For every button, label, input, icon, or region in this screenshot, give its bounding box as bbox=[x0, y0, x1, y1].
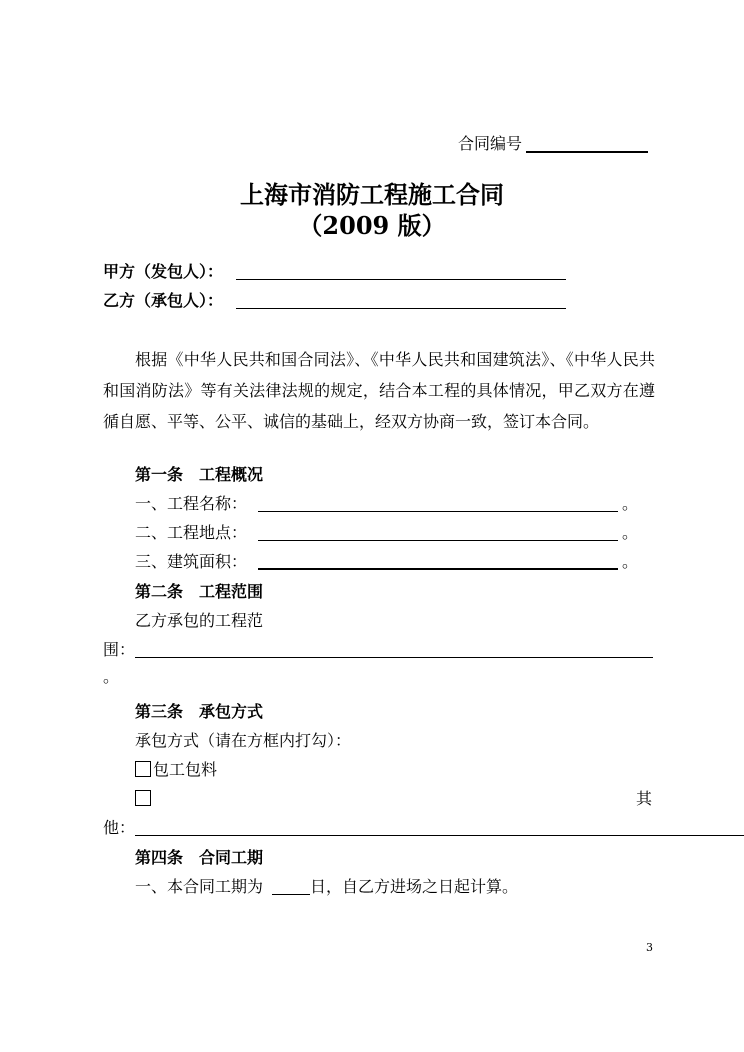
party-b-field[interactable] bbox=[236, 308, 566, 309]
contract-number-label: 合同编号 bbox=[458, 134, 523, 153]
option-labor-materials[interactable] bbox=[135, 760, 217, 780]
building-area-field[interactable] bbox=[258, 568, 618, 570]
article2-heading: 第二条 工程范围 bbox=[135, 582, 264, 601]
building-area-end-mark: 。 bbox=[622, 552, 639, 571]
party-a-label: 甲方（发包人）： bbox=[103, 262, 224, 281]
scope-end-mark: 。 bbox=[103, 667, 120, 686]
option-labor-materials-label: 包工包料 bbox=[153, 760, 218, 779]
project-location-end-mark: 。 bbox=[622, 523, 639, 542]
option-other[interactable] bbox=[135, 789, 153, 809]
building-area-label: 三、建筑面积： bbox=[135, 552, 248, 571]
project-location-label: 二、工程地点： bbox=[135, 523, 248, 542]
scope-field[interactable] bbox=[135, 657, 653, 658]
scope-line1: 乙方承包的工程范 bbox=[135, 611, 264, 630]
contract-method-instruction: 承包方式（请在方框内打勾）： bbox=[135, 731, 352, 750]
option-other-field[interactable] bbox=[135, 835, 744, 836]
duration-days-field[interactable] bbox=[272, 894, 310, 895]
option-other-label-part2: 他： bbox=[103, 818, 136, 837]
option-labor-materials-checkbox[interactable] bbox=[135, 761, 151, 777]
duration-text-before: 一、本合同工期为 bbox=[135, 877, 264, 896]
project-name-label: 一、工程名称： bbox=[135, 494, 248, 513]
project-name-end-mark: 。 bbox=[622, 494, 639, 513]
party-a-field[interactable] bbox=[236, 279, 566, 280]
article1-heading: 第一条 工程概况 bbox=[135, 465, 264, 484]
article3-heading: 第三条 承包方式 bbox=[135, 702, 264, 721]
option-other-label-part1: 其 bbox=[636, 789, 653, 808]
option-other-checkbox[interactable] bbox=[135, 790, 151, 806]
page-number: 3 bbox=[646, 941, 653, 954]
intro-paragraph: 根据《中华人民共和国合同法》、《中华人民共和国建筑法》、《中华人民共和国消防法》等有关法律法规的规定，结合本工程的具体情况，甲乙双方在遵循自愿、平等、公平、诚信的基础上，经双方协商一致，签订本合同。 bbox=[103, 350, 655, 431]
document-title: 上海市消防工程施工合同 bbox=[240, 180, 504, 209]
document-version: （2009 版） bbox=[298, 211, 446, 240]
project-name-field[interactable] bbox=[258, 511, 618, 512]
duration-text-after: 日，自乙方进场之日起计算。 bbox=[310, 877, 519, 896]
party-b-label: 乙方（承包人）： bbox=[103, 291, 224, 310]
project-location-field[interactable] bbox=[258, 540, 618, 541]
scope-label: 围： bbox=[103, 640, 136, 659]
contract-number-field[interactable] bbox=[526, 151, 648, 153]
article4-heading: 第四条 合同工期 bbox=[135, 848, 264, 867]
